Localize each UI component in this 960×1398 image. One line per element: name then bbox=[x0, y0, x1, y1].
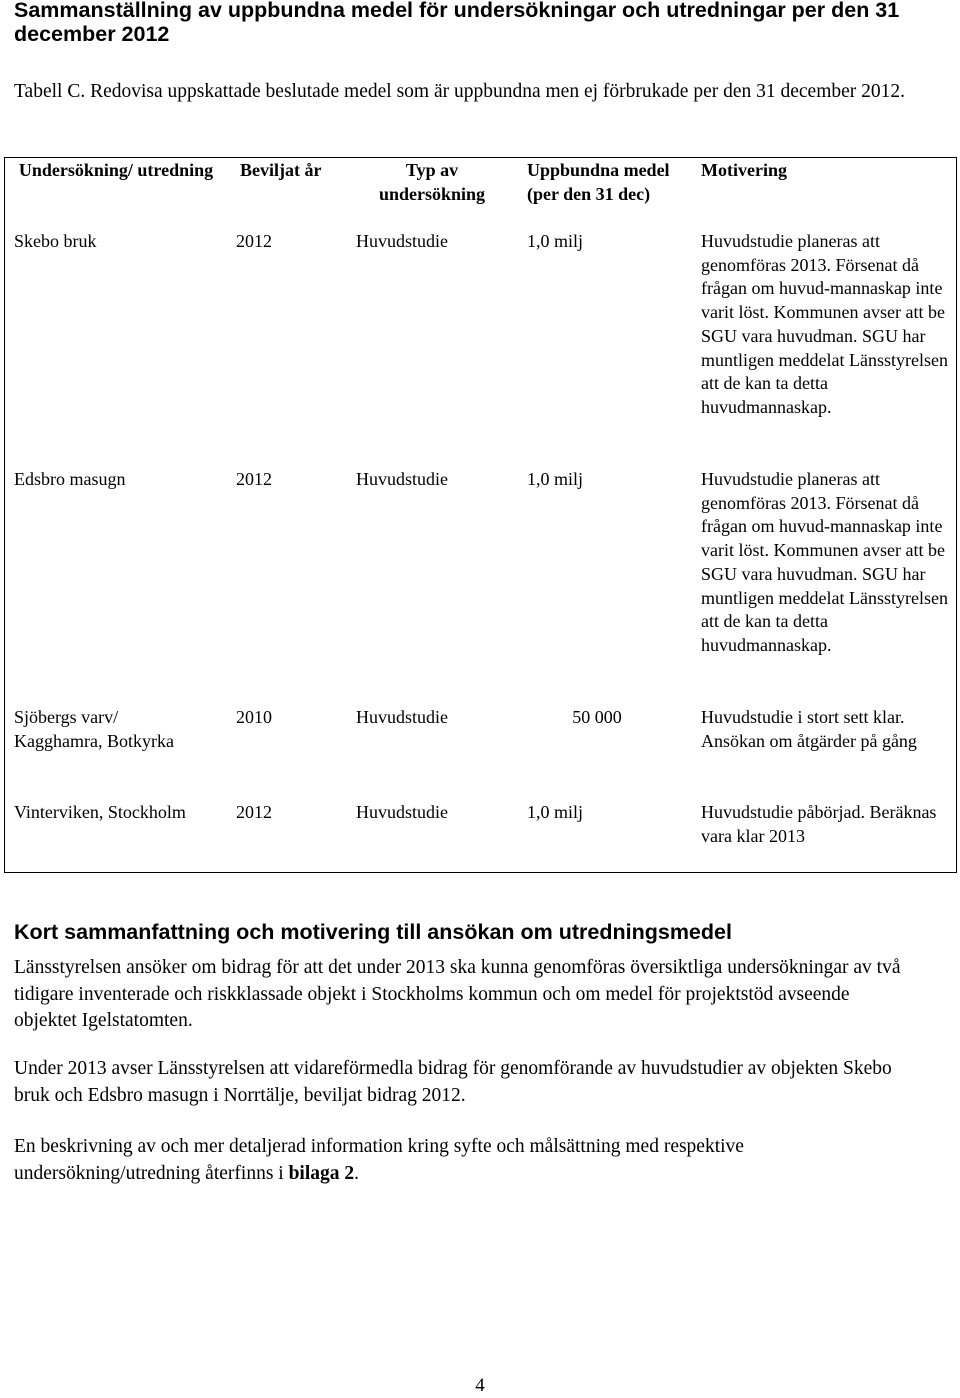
table-cell-motivation: Huvudstudie i stort sett klar. Ansökan om åtgärder på gång bbox=[701, 707, 917, 751]
section-title: Kort sammanfattning och motivering till ansökan om utredningsmedel bbox=[14, 920, 732, 944]
page-number: 4 bbox=[475, 1375, 485, 1396]
table-cell-type: Huvudstudie bbox=[356, 707, 448, 727]
table-cell-year: 2012 bbox=[236, 231, 272, 251]
table-cell-amount: 1,0 milj bbox=[527, 802, 584, 822]
paragraph-3-text: En beskrivning av och mer detaljerad information kring syfte och målsättning med respektive undersökning/utredning återfinns i bbox=[14, 1136, 744, 1184]
section-paragraph-1: Länsstyrelsen ansöker om bidrag för att det under 2013 ska kunna genomföras översiktliga undersökningar av två tidigare inventerade och riskklassade objekt i Stockholms kommun och om medel för projektstöd avseende objektet Igelstatomten. bbox=[14, 957, 901, 1031]
table-cell-amount: 1,0 milj bbox=[527, 469, 584, 489]
table-cell-name: Sjöbergs varv/ Kagghamra, Botkyrka bbox=[14, 707, 174, 751]
table-cell-motivation: Huvudstudie planeras att genomföras 2013. Försenat då frågan om huvud-mannaskap inte varit löst. Kommunen avser att be SGU vara huvudman. SGU har muntligen meddelat Länsstyrelsen att de kan ta detta huvudmannaskap. bbox=[701, 231, 948, 417]
table-cell-type: Huvudstudie bbox=[356, 802, 448, 822]
section-paragraph-3 bbox=[14, 1134, 914, 1187]
table-cell-amount: 1,0 milj bbox=[527, 231, 584, 251]
header-investigation: Undersökning/ utredning bbox=[18, 160, 214, 180]
table-cell-year: 2012 bbox=[236, 469, 272, 489]
header-year: Beviljat år bbox=[240, 160, 322, 180]
attachment-reference: bilaga 2 bbox=[288, 1162, 355, 1184]
table-cell-name: Edsbro masugn bbox=[14, 469, 126, 489]
table-cell-name: Skebo bruk bbox=[14, 231, 97, 251]
header-amount: Uppbundna medel (per den 31 dec) bbox=[527, 160, 670, 204]
table-cell-motivation: Huvudstudie påbörjad. Beräknas vara klar 2013 bbox=[701, 802, 937, 846]
table-caption: Tabell C. Redovisa uppskattade beslutade medel som är uppbundna men ej förbrukade per den 31 december 2012. bbox=[14, 81, 906, 102]
table-cell-type: Huvudstudie bbox=[356, 231, 448, 251]
table-cell-type: Huvudstudie bbox=[356, 469, 448, 489]
table-cell-year: 2012 bbox=[236, 802, 272, 822]
table-cell-amount: 50 000 bbox=[572, 707, 622, 727]
page-heading: Sammanställning av uppbundna medel för undersökningar och utredningar per den 31 december 2012 bbox=[14, 0, 900, 46]
header-type: Typ av undersökning bbox=[378, 160, 486, 204]
paragraph-3-end: . bbox=[354, 1162, 360, 1184]
section-paragraph-2: Under 2013 avser Länsstyrelsen att vidareförmedla bidrag för genomförande av huvudstudier av objekten Skebo bruk och Edsbro masugn i Norrtälje, beviljat bidrag 2012. bbox=[14, 1058, 892, 1106]
header-motivation: Motivering bbox=[701, 160, 787, 180]
table-cell-name: Vinterviken, Stockholm bbox=[14, 802, 186, 822]
table-cell-motivation: Huvudstudie planeras att genomföras 2013. Försenat då frågan om huvud-mannaskap inte varit löst. Kommunen avser att be SGU vara huvudman. SGU har muntligen meddelat Länsstyrelsen att de kan ta detta huvudmannaskap. bbox=[701, 469, 948, 655]
table-cell-year: 2010 bbox=[236, 707, 272, 727]
